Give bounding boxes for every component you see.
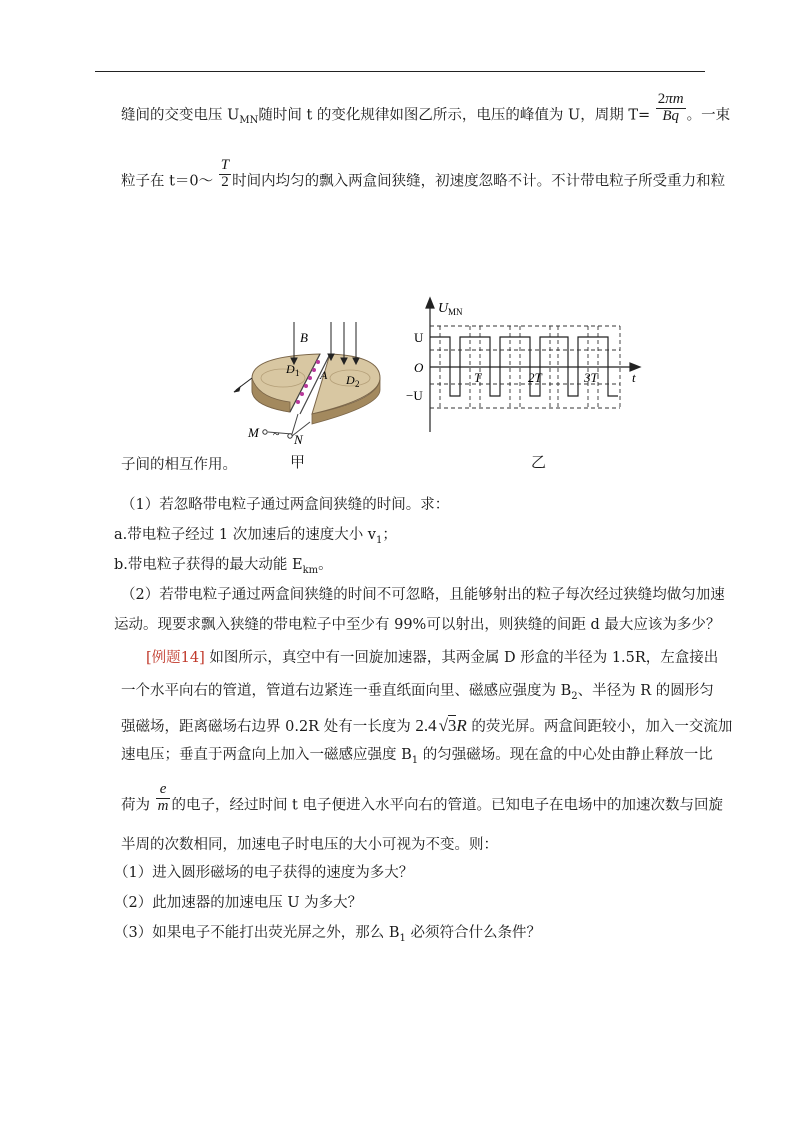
- example14-line1: [例题14] 如图所示，真空中有一回旋加速器，其两金属 D 形盒的半径为 1.5R，左盒接出: [146, 650, 719, 666]
- label-B: B: [300, 330, 308, 345]
- label-A: A: [320, 368, 328, 382]
- y-axis-sub: MN: [448, 307, 463, 317]
- label-D2-sub: 2: [355, 379, 360, 389]
- example14-q3: （3）如果电子不能打出荧光屏之外，那么 $B_1$ 必须符合什么条件？: [114, 925, 541, 944]
- label-D1-sub: 1: [295, 368, 300, 378]
- caption-yi: 乙: [531, 453, 547, 471]
- example14-line2: 一个水平向右的管道，管道右边紧连一垂直纸面向里、磁感应强度为 $B_2$、半径为 R 的圆形匀: [121, 683, 714, 702]
- q1-b: b.带电粒子获得的最大动能 $E_{km}$。: [114, 557, 333, 576]
- example14-line5: 荷为 $\frac{e}{m}$ 的电子，经过时间 t 电子便进入水平向右的管道。已知电子在电场中的加速次数与回旋: [121, 781, 723, 814]
- screen-length-expr: 2.4 √3R: [415, 716, 467, 735]
- para1-line2: 粒子在 t＝0～ $\frac{T}{2}$ 时间内均匀的飘入两盒间狭缝，初速度忽略不计。不计带电粒子所受重力和粒: [121, 157, 726, 190]
- para1-line3: 子间的相互作用。: [121, 457, 237, 473]
- period-fraction: $\frac{2\pi m}{Bq}$: [657, 91, 684, 124]
- q1-intro: （1）若忽略带电粒子通过两盒间狭缝的时间。求：: [121, 497, 450, 513]
- q2-line1: （2）若带电粒子通过两盒间狭缝的时间不可忽略，且能够射出的粒子每次经过狭缝均做匀加速: [121, 587, 725, 603]
- example14-line4: 速电压；垂直于两盒向上加入一磁感应强度 $B_1$ 的匀强磁场。现在盒的中心处由静止释放一比: [121, 747, 713, 766]
- tick-2T: 2T: [528, 370, 542, 385]
- tick-T: T: [474, 370, 482, 385]
- tick-O: O: [414, 360, 424, 375]
- y-axis-label: U: [438, 301, 449, 316]
- caption-jia: 甲: [290, 453, 306, 471]
- tick-negU: −U: [406, 388, 423, 403]
- example14-line6: 半周的次数相同，加速电子时电压的大小可视为不变。则：: [121, 837, 498, 853]
- header-rule: [95, 71, 705, 72]
- tick-U: U: [414, 330, 424, 345]
- figure-yi-voltage-graph: [408, 290, 644, 440]
- label-N: N: [294, 432, 303, 447]
- example14-q1: （1）进入圆形磁场的电子获得的速度为多大？: [114, 865, 414, 881]
- tick-3T: 3T: [584, 370, 598, 385]
- label-D2: D: [346, 373, 355, 387]
- label-D1: D: [286, 362, 295, 376]
- example14-line3: 强磁场，距离磁场右边界 0.2R 处有一长度为 2.4 √3R 的荧光屏。两盒间距较小，加入一交流加: [121, 716, 733, 735]
- q2-line2: 运动。现要求飘入狭缝的带电粒子中至少有 99%可以射出，则狭缝的间距 d 最大应该为多少？: [114, 617, 721, 633]
- para1-line1: 缝间的交变电压 $U_{MN}$随时间 t 的变化规律如图乙所示，电压的峰值为 U，周期 T= $\frac{2\pi m}{Bq}$ 。一束: [121, 91, 731, 127]
- half-period-fraction: $\frac{T}{2}$: [220, 157, 230, 190]
- label-tilde: ~: [273, 427, 280, 441]
- figure-jia-cyclotron: [228, 318, 400, 450]
- q1-a: a.带电粒子经过 1 次加速后的速度大小 $v_1$；: [114, 527, 397, 546]
- example-tag: [例题14]: [146, 650, 205, 666]
- x-axis-label: t: [632, 370, 636, 385]
- label-M: M: [248, 425, 259, 440]
- charge-mass-fraction: $\frac{e}{m}$: [157, 781, 169, 814]
- example14-q2: （2）此加速器的加速电压 U 为多大？: [114, 895, 363, 911]
